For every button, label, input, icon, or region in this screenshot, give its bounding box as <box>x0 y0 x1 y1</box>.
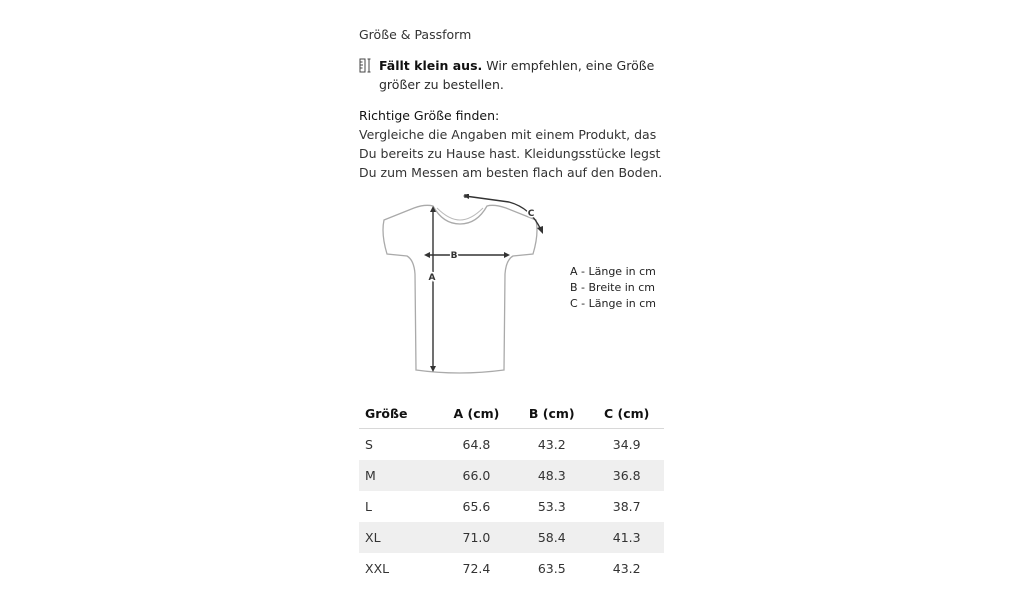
label-a: A <box>428 273 436 283</box>
cell-c: 34.9 <box>612 437 641 452</box>
cell-a: 71.0 <box>439 522 514 553</box>
cell-b: 53.3 <box>537 499 566 514</box>
table-row <box>359 491 664 522</box>
table-row <box>359 429 664 461</box>
size-table <box>359 398 664 584</box>
cell-b: 48.3 <box>514 460 589 491</box>
cell-c: 41.3 <box>589 522 664 553</box>
label-b: B <box>450 251 458 261</box>
legend-item-b: B - Breite in cm <box>570 281 656 294</box>
header-a: A (cm) <box>439 398 514 429</box>
size-table-header <box>359 398 664 429</box>
cell-c: 43.2 <box>612 561 641 576</box>
fit-note-strong: Fällt klein aus. <box>379 58 483 73</box>
cell-c: 36.8 <box>589 460 664 491</box>
size-guide-heading: Größe & Passform <box>359 27 472 42</box>
header-size: Größe <box>359 398 439 429</box>
cell-a: 64.8 <box>462 437 491 452</box>
cell-b: 43.2 <box>537 437 566 452</box>
measurement-legend <box>570 264 656 312</box>
ruler-icon <box>359 58 373 74</box>
cell-a: 65.6 <box>462 499 491 514</box>
find-size-title: Richtige Größe finden: <box>359 108 500 123</box>
cell-size: L <box>365 499 372 514</box>
cell-size: XL <box>359 522 439 553</box>
tshirt-measurement-diagram <box>359 194 559 389</box>
find-size-text: Vergleiche die Angaben mit einem Produkt, das Du bereits zu Hause hast. Kleidungsstücke legst Du zum Messen am besten flach auf den Boden. <box>359 127 663 180</box>
cell-size: XXL <box>365 561 390 576</box>
cell-b: 63.5 <box>537 561 566 576</box>
cell-b: 58.4 <box>514 522 589 553</box>
header-c: C (cm) <box>589 398 664 429</box>
table-row <box>359 522 664 553</box>
fit-note-text <box>379 56 669 94</box>
cell-size: M <box>359 460 439 491</box>
legend-item-c: C - Länge in cm <box>570 297 657 310</box>
size-guide-panel <box>359 26 669 389</box>
fit-note-body: Wir empfehlen, eine Größe größer zu bestellen. <box>379 58 655 92</box>
table-row <box>359 553 664 584</box>
cell-size: S <box>365 437 373 452</box>
cell-a: 66.0 <box>439 460 514 491</box>
legend-item-a: A - Länge in cm <box>570 265 656 278</box>
label-c: C <box>527 209 535 219</box>
tshirt-outline <box>383 205 537 373</box>
header-b: B (cm) <box>514 398 589 429</box>
measurement-figure <box>359 194 669 389</box>
cell-a: 72.4 <box>462 561 491 576</box>
table-row <box>359 460 664 491</box>
cell-c: 38.7 <box>612 499 641 514</box>
fit-note <box>359 56 669 94</box>
